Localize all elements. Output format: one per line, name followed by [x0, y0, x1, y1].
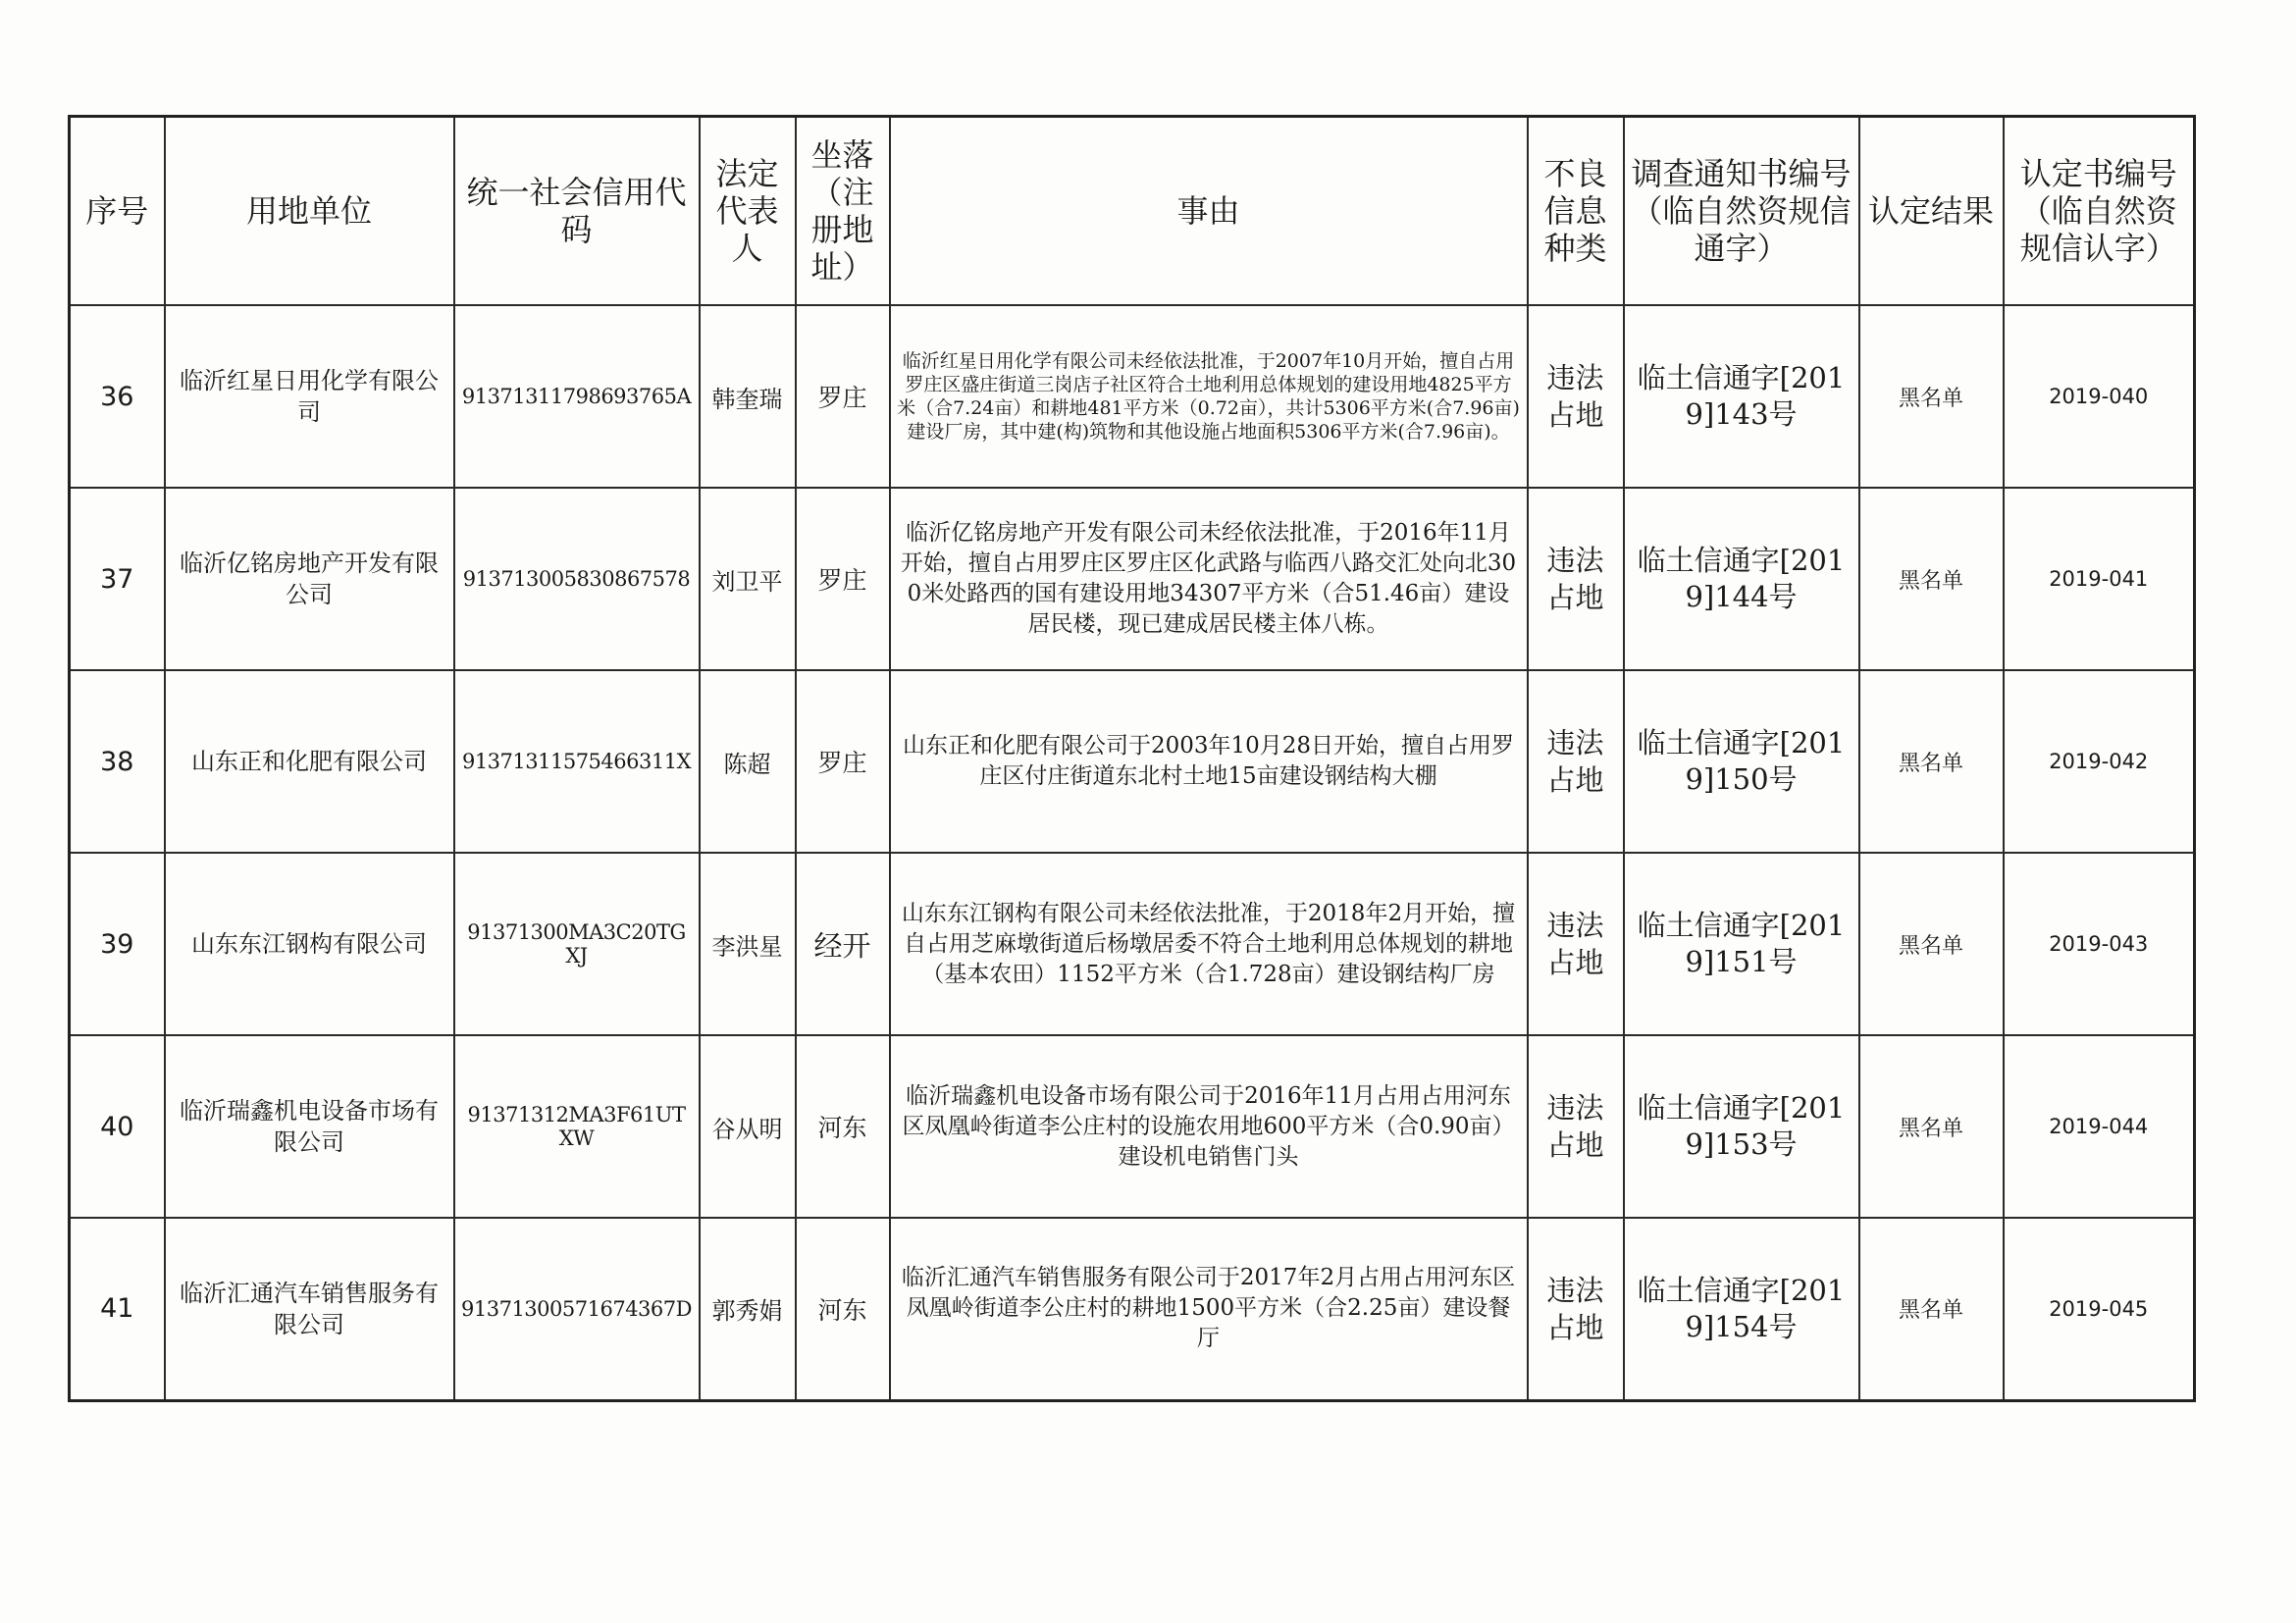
row-credit-code: 91371311575466311X	[454, 670, 700, 853]
row-reason: 临沂亿铭房地产开发有限公司未经依法批准，于2016年11月开始，擅自占用罗庄区罗庄区化武路与临西八路交汇处向北300米处路西的国有建设用地34307平方米（合51.46亩）建设居民楼，现已建成居民楼主体八栋。	[890, 488, 1528, 670]
row-seq: 41	[70, 1218, 165, 1400]
header-row	[70, 117, 2195, 306]
row-credit-code: 91371300571674367D	[454, 1218, 700, 1400]
row-unit: 山东东江钢构有限公司	[165, 853, 454, 1035]
row-location: 罗庄	[796, 305, 890, 488]
header-reason: 事由	[890, 117, 1528, 306]
row-cert-no: 2019-041	[2004, 488, 2195, 670]
row-cert-no: 2019-040	[2004, 305, 2195, 488]
row-credit-code: 913713005830867578	[454, 488, 700, 670]
row-result: 黑名单	[1859, 670, 2004, 853]
row-cert-no: 2019-045	[2004, 1218, 2195, 1400]
row-credit-code: 91371311798693765A	[454, 305, 700, 488]
row-unit: 山东正和化肥有限公司	[165, 670, 454, 853]
row-unit: 临沂亿铭房地产开发有限公司	[165, 488, 454, 670]
row-seq: 37	[70, 488, 165, 670]
row-category: 违法占地	[1528, 488, 1624, 670]
header-cert-no: 认定书编号（临自然资规信认字）	[2004, 117, 2195, 306]
header-seq: 序号	[70, 117, 165, 306]
row-category: 违法占地	[1528, 1035, 1624, 1218]
row-result: 黑名单	[1859, 853, 2004, 1035]
row-credit-code: 91371312MA3F61UTXW	[454, 1035, 700, 1218]
row-reason: 临沂汇通汽车销售服务有限公司于2017年2月占用占用河东区凤凰岭街道李公庄村的耕地1500平方米（合2.25亩）建设餐厅	[890, 1218, 1528, 1400]
row-reason: 山东东江钢构有限公司未经依法批准，于2018年2月开始，擅自占用芝麻墩街道后杨墩居委不符合土地利用总体规划的耕地（基本农田）1152平方米（合1.728亩）建设钢结构厂房	[890, 853, 1528, 1035]
row-reason: 临沂红星日用化学有限公司未经依法批准，于2007年10月开始，擅自占用罗庄区盛庄街道三岗店子社区符合土地利用总体规划的建设用地4825平方米（合7.24亩）和耕地481平方米（0.72亩），共计5306平方米(合7.96亩)建设厂房，其中建(构)筑物和其他设施占地面积5306平方米(合7.96亩)。	[890, 305, 1528, 488]
row-notice-no: 临土信通字[2019]153号	[1624, 1035, 1859, 1218]
row-result: 黑名单	[1859, 1035, 2004, 1218]
row-location: 罗庄	[796, 670, 890, 853]
row-category: 违法占地	[1528, 853, 1624, 1035]
row-seq: 40	[70, 1035, 165, 1218]
row-category: 违法占地	[1528, 1218, 1624, 1400]
row-result: 黑名单	[1859, 1218, 2004, 1400]
header-legal-rep: 法定代表人	[700, 117, 796, 306]
row-notice-no: 临土信通字[2019]143号	[1624, 305, 1859, 488]
document-sheet	[68, 115, 2193, 1402]
header-unit: 用地单位	[165, 117, 454, 306]
row-seq: 39	[70, 853, 165, 1035]
header-category: 不良信息种类	[1528, 117, 1624, 306]
row-location: 经开	[796, 853, 890, 1035]
table-row	[70, 488, 2195, 670]
row-notice-no: 临土信通字[2019]144号	[1624, 488, 1859, 670]
row-location: 河东	[796, 1035, 890, 1218]
row-notice-no: 临土信通字[2019]154号	[1624, 1218, 1859, 1400]
row-notice-no: 临土信通字[2019]150号	[1624, 670, 1859, 853]
row-result: 黑名单	[1859, 305, 2004, 488]
header-notice-no: 调查通知书编号（临自然资规信通字）	[1624, 117, 1859, 306]
row-location: 河东	[796, 1218, 890, 1400]
table-row	[70, 1218, 2195, 1400]
blacklist-table	[68, 115, 2196, 1402]
row-category: 违法占地	[1528, 305, 1624, 488]
row-credit-code: 91371300MA3C20TGXJ	[454, 853, 700, 1035]
row-legal-rep: 韩奎瑞	[700, 305, 796, 488]
row-legal-rep: 刘卫平	[700, 488, 796, 670]
row-legal-rep: 李洪星	[700, 853, 796, 1035]
row-legal-rep: 郭秀娟	[700, 1218, 796, 1400]
row-unit: 临沂汇通汽车销售服务有限公司	[165, 1218, 454, 1400]
table-row	[70, 670, 2195, 853]
row-reason: 临沂瑞鑫机电设备市场有限公司于2016年11月占用占用河东区凤凰岭街道李公庄村的设施农用地600平方米（合0.90亩）建设机电销售门头	[890, 1035, 1528, 1218]
row-reason: 山东正和化肥有限公司于2003年10月28日开始，擅自占用罗庄区付庄街道东北村土地15亩建设钢结构大棚	[890, 670, 1528, 853]
table-row	[70, 305, 2195, 488]
header-location: 坐落（注册地址）	[796, 117, 890, 306]
row-result: 黑名单	[1859, 488, 2004, 670]
row-cert-no: 2019-044	[2004, 1035, 2195, 1218]
header-result: 认定结果	[1859, 117, 2004, 306]
row-unit: 临沂红星日用化学有限公司	[165, 305, 454, 488]
header-credit-code: 统一社会信用代码	[454, 117, 700, 306]
row-category: 违法占地	[1528, 670, 1624, 853]
table-row	[70, 1035, 2195, 1218]
row-seq: 38	[70, 670, 165, 853]
row-cert-no: 2019-042	[2004, 670, 2195, 853]
row-legal-rep: 陈超	[700, 670, 796, 853]
row-seq: 36	[70, 305, 165, 488]
row-cert-no: 2019-043	[2004, 853, 2195, 1035]
row-unit: 临沂瑞鑫机电设备市场有限公司	[165, 1035, 454, 1218]
row-legal-rep: 谷从明	[700, 1035, 796, 1218]
row-location: 罗庄	[796, 488, 890, 670]
table-row	[70, 853, 2195, 1035]
row-notice-no: 临土信通字[2019]151号	[1624, 853, 1859, 1035]
